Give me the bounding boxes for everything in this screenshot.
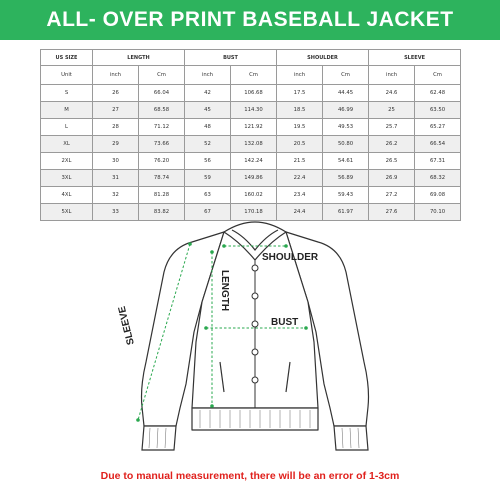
measurement-cell: 26 <box>93 85 139 102</box>
measurement-cell: 25.7 <box>369 119 415 136</box>
measurement-cell: 54.61 <box>323 153 369 170</box>
size-cell: 3XL <box>41 170 93 187</box>
measurement-cell: 65.27 <box>415 119 461 136</box>
measurement-cell: 17.5 <box>277 85 323 102</box>
table-row <box>41 85 461 102</box>
measurement-cell: 23.4 <box>277 187 323 204</box>
measurement-cell: 44.45 <box>323 85 369 102</box>
measurement-cell: 31 <box>93 170 139 187</box>
measurement-cell: 27 <box>93 102 139 119</box>
table-header-row <box>41 50 461 66</box>
unit-row <box>41 66 461 85</box>
table-row <box>41 136 461 153</box>
measurement-cell: 68.32 <box>415 170 461 187</box>
measurement-cell: 30 <box>93 153 139 170</box>
measurement-cell: 149.86 <box>231 170 277 187</box>
measurement-cell: 66.54 <box>415 136 461 153</box>
measurement-cell: 160.02 <box>231 187 277 204</box>
measurement-cell: 67 <box>185 204 231 221</box>
size-cell: 5XL <box>41 204 93 221</box>
measurement-cell: 59 <box>185 170 231 187</box>
measurement-cell: 29 <box>93 136 139 153</box>
measurement-cell: 61.97 <box>323 204 369 221</box>
measurement-cell: 83.82 <box>139 204 185 221</box>
header-length: LENGTH <box>93 50 185 66</box>
unit-cell: Cm <box>323 66 369 85</box>
measurement-cell: 81.28 <box>139 187 185 204</box>
measurement-cell: 56.89 <box>323 170 369 187</box>
measurement-cell: 27.6 <box>369 204 415 221</box>
unit-cell: inch <box>277 66 323 85</box>
measurement-cell: 170.18 <box>231 204 277 221</box>
measurement-cell: 46.99 <box>323 102 369 119</box>
unit-cell: inch <box>93 66 139 85</box>
unit-label: Unit <box>41 66 93 85</box>
size-rows <box>41 85 461 221</box>
measurement-cell: 24.6 <box>369 85 415 102</box>
header-shoulder: SHOULDER <box>277 50 369 66</box>
unit-cell: Cm <box>415 66 461 85</box>
measurement-cell: 42 <box>185 85 231 102</box>
measurement-cell: 52 <box>185 136 231 153</box>
title-banner <box>0 0 500 40</box>
measurement-cell: 106.68 <box>231 85 277 102</box>
measurement-cell: 63.50 <box>415 102 461 119</box>
measurement-cell: 21.5 <box>277 153 323 170</box>
measurement-cell: 26.5 <box>369 153 415 170</box>
measurement-cell: 22.4 <box>277 170 323 187</box>
page-title: ALL- OVER PRINT BASEBALL JACKET <box>46 8 454 31</box>
measurement-cell: 49.53 <box>323 119 369 136</box>
measurement-cell: 48 <box>185 119 231 136</box>
measurement-cell: 68.58 <box>139 102 185 119</box>
header-sleeve: SLEEVE <box>369 50 461 66</box>
table-row <box>41 102 461 119</box>
table-row <box>41 170 461 187</box>
measurement-cell: 26.9 <box>369 170 415 187</box>
measurement-cell: 67.31 <box>415 153 461 170</box>
size-cell: XL <box>41 136 93 153</box>
measurement-cell: 73.66 <box>139 136 185 153</box>
measurement-cell: 33 <box>93 204 139 221</box>
measurement-cell: 56 <box>185 153 231 170</box>
table-row <box>41 187 461 204</box>
header-bust: BUST <box>185 50 277 66</box>
measurement-cell: 20.5 <box>277 136 323 153</box>
measurement-cell: 63 <box>185 187 231 204</box>
measurement-cell: 69.08 <box>415 187 461 204</box>
measurement-cell: 121.92 <box>231 119 277 136</box>
measurement-cell: 24.4 <box>277 204 323 221</box>
size-cell: 4XL <box>41 187 93 204</box>
table-row <box>41 153 461 170</box>
measurement-cell: 59.43 <box>323 187 369 204</box>
size-cell: M <box>41 102 93 119</box>
length-label: LENGTH <box>219 270 230 312</box>
unit-cell: inch <box>185 66 231 85</box>
measurement-cell: 66.04 <box>139 85 185 102</box>
measurement-cell: 45 <box>185 102 231 119</box>
measurement-cell: 78.74 <box>139 170 185 187</box>
measurement-cell: 32 <box>93 187 139 204</box>
measurement-cell: 28 <box>93 119 139 136</box>
corner-header: US SIZE <box>41 50 93 66</box>
size-cell: 2XL <box>41 153 93 170</box>
shoulder-label: SHOULDER <box>262 252 319 263</box>
bust-label: BUST <box>271 317 299 328</box>
measurement-cell: 25 <box>369 102 415 119</box>
measurement-cell: 70.10 <box>415 204 461 221</box>
size-cell: S <box>41 85 93 102</box>
measurement-cell: 114.30 <box>231 102 277 119</box>
measurement-cell: 71.12 <box>139 119 185 136</box>
measurement-cell: 19.5 <box>277 119 323 136</box>
unit-cell: Cm <box>231 66 277 85</box>
measurement-cell: 27.2 <box>369 187 415 204</box>
measurement-cell: 142.24 <box>231 153 277 170</box>
measurement-cell: 132.08 <box>231 136 277 153</box>
measurement-cell: 62.48 <box>415 85 461 102</box>
table-row <box>41 119 461 136</box>
measurement-note: Due to manual measurement, there will be an error of 1-3cm <box>100 470 400 482</box>
unit-cell: inch <box>369 66 415 85</box>
measurement-cell: 50.80 <box>323 136 369 153</box>
unit-cell: Cm <box>139 66 185 85</box>
measurement-cell: 18.5 <box>277 102 323 119</box>
measurement-cell: 76.20 <box>139 153 185 170</box>
size-cell: L <box>41 119 93 136</box>
measurement-cell: 26.2 <box>369 136 415 153</box>
size-chart-table <box>40 49 461 221</box>
jacket-diagram <box>116 212 390 464</box>
sleeve-label: SLEEVE <box>116 304 137 346</box>
jacket-illustration <box>116 212 390 464</box>
